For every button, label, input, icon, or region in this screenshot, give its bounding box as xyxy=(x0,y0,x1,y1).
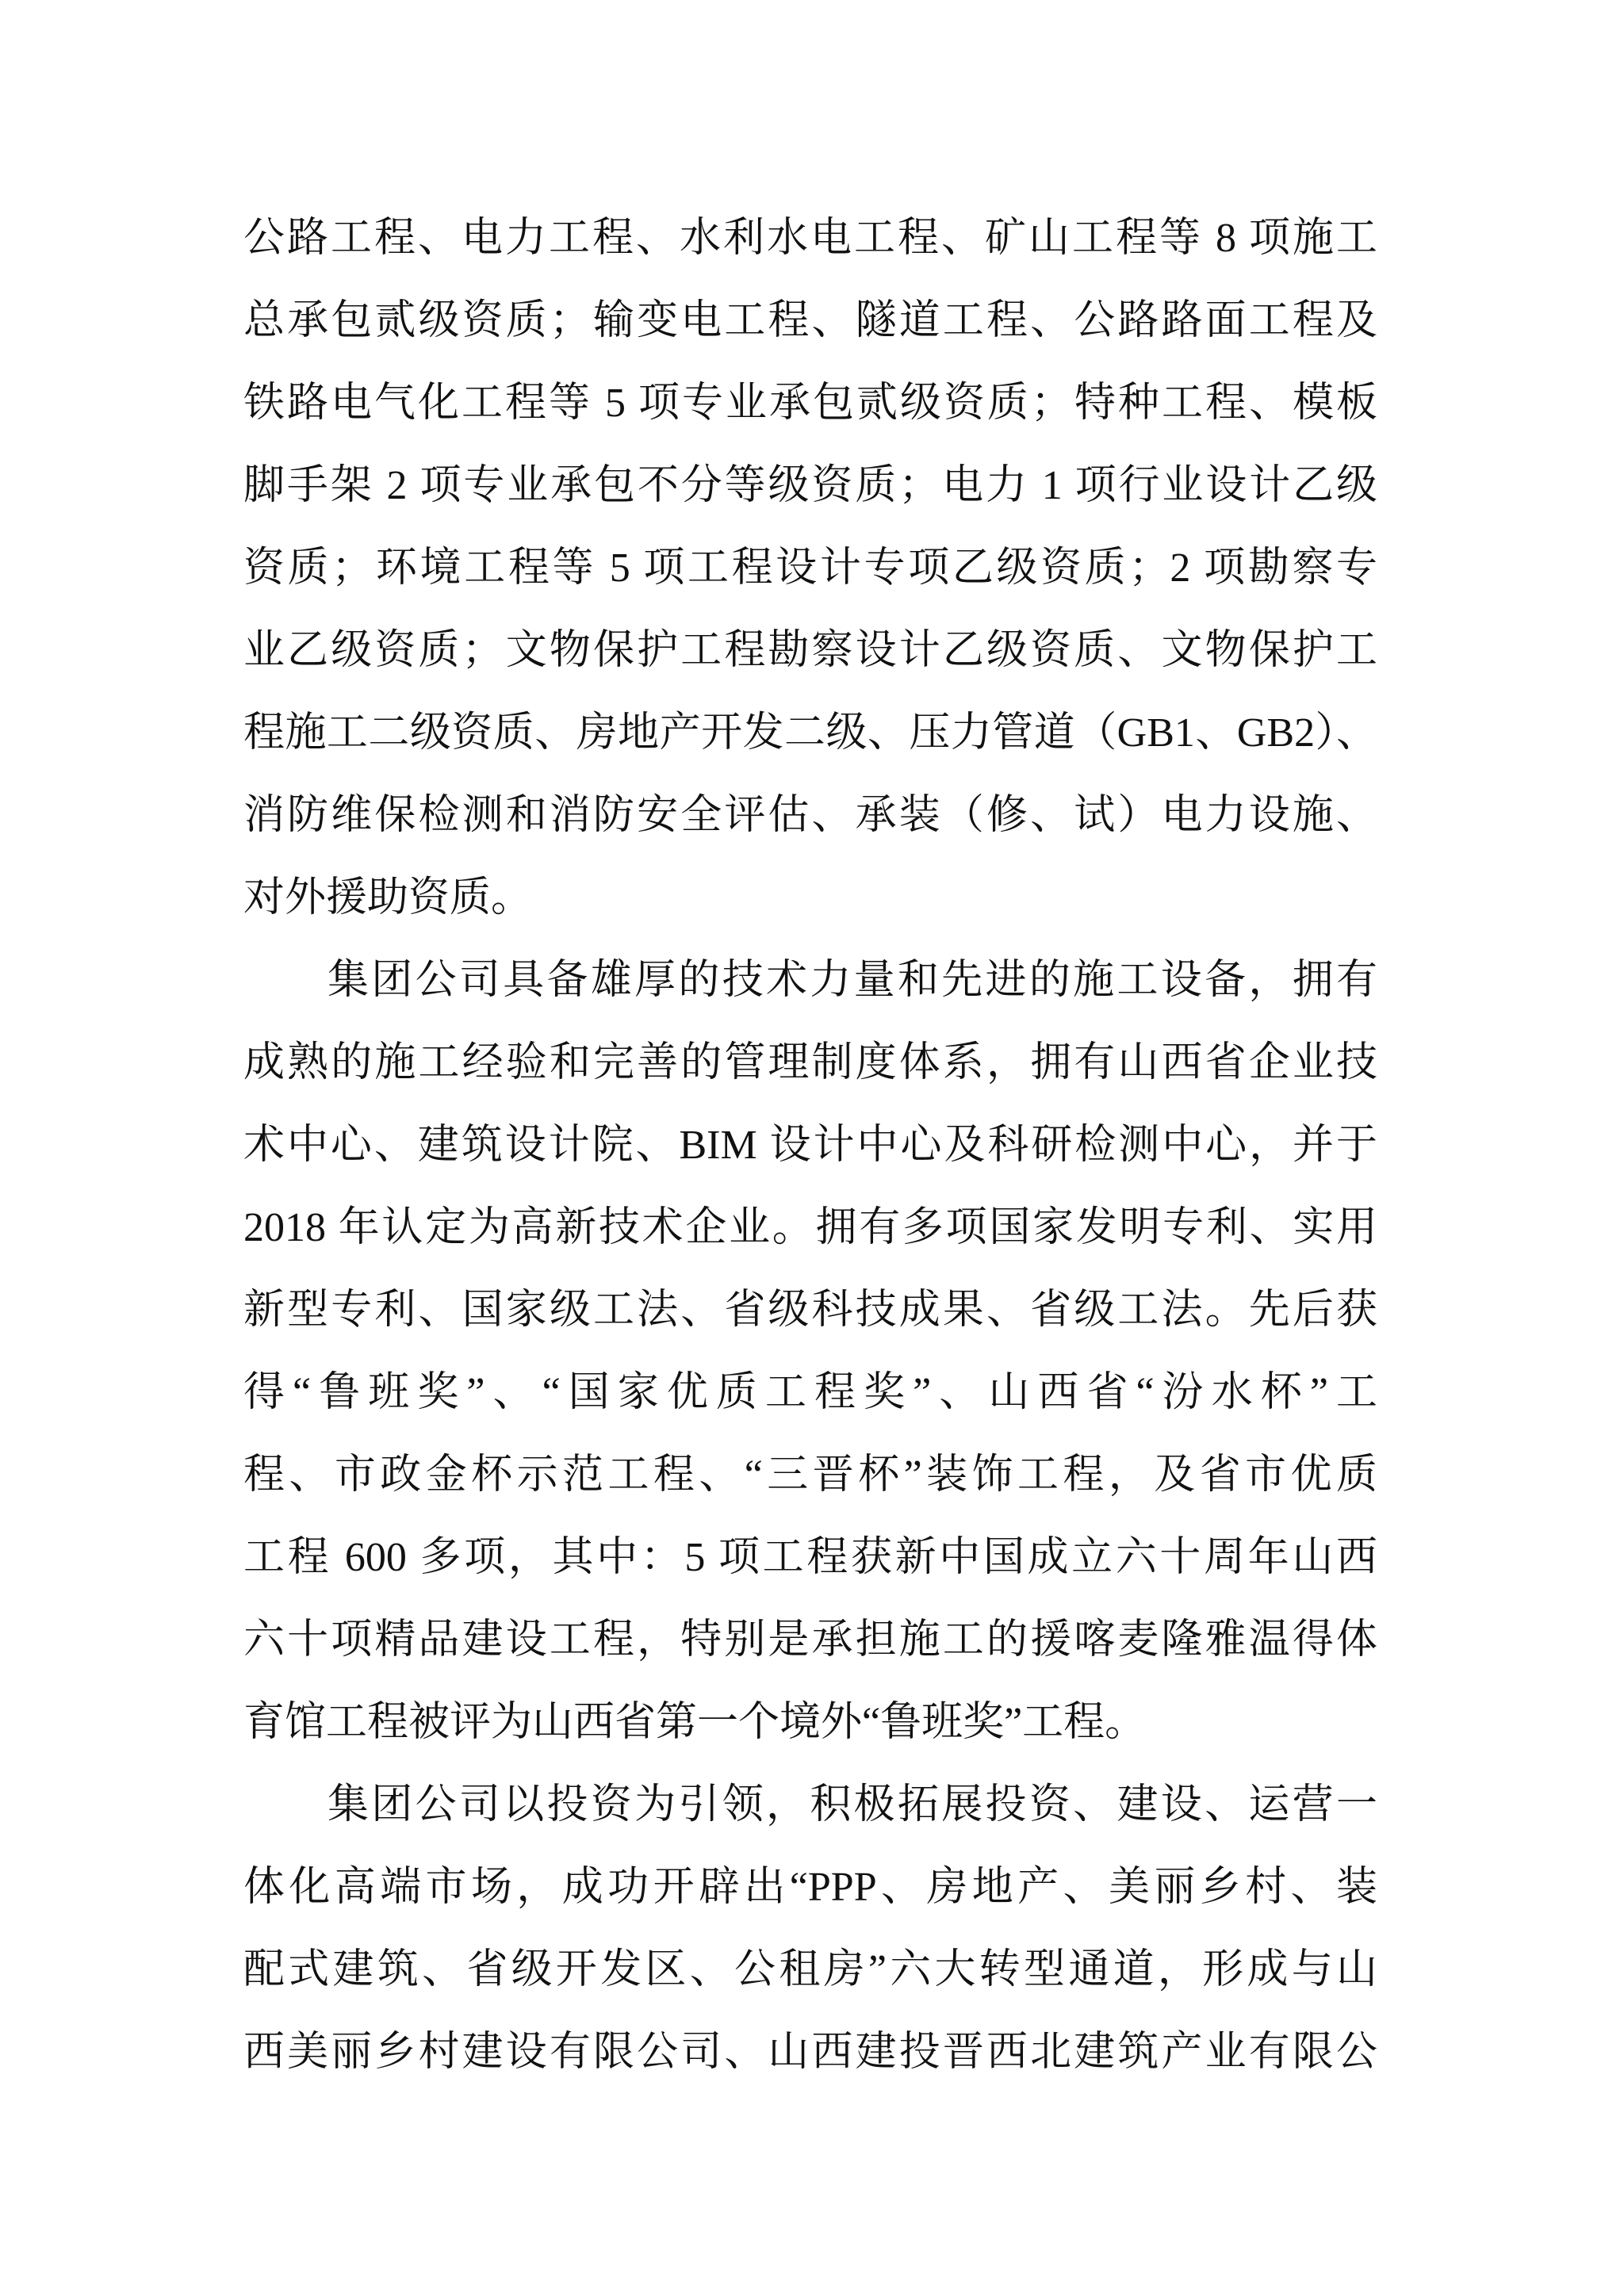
text-line: 2018 年认定为高新技术企业。拥有多项国家发明专利、实用 xyxy=(243,1205,1377,1250)
text-line: 业乙级资质；文物保护工程勘察设计乙级资质、文物保护工 xyxy=(243,628,1377,673)
text-line: 体化高端市场，成功开辟出“PPP、房地产、美丽乡村、装 xyxy=(243,1865,1377,1910)
text-line: 铁路电气化工程等 5 项专业承包贰级资质；特种工程、模板 xyxy=(243,381,1377,426)
text-line: 得“鲁班奖”、“国家优质工程奖”、山西省“汾水杯”工 xyxy=(243,1370,1377,1415)
text-line: 术中心、建筑设计院、BIM 设计中心及科研检测中心，并于 xyxy=(243,1123,1377,1168)
text-line: 总承包贰级资质；输变电工程、隧道工程、公路路面工程及 xyxy=(243,298,1377,343)
text-line: 程、市政金杯示范工程、“三晋杯”装饰工程，及省市优质 xyxy=(243,1452,1377,1498)
text-line: 程施工二级资质、房地产开发二级、压力管道（GB1、GB2）、 xyxy=(243,710,1377,756)
text-line: 对外援助资质。 xyxy=(243,875,533,920)
text-line: 工程 600 多项，其中：5 项工程获新中国成立六十周年山西 xyxy=(243,1535,1377,1580)
text-line: 成熟的施工经验和完善的管理制度体系，拥有山西省企业技 xyxy=(243,1040,1377,1085)
text-block xyxy=(243,197,1377,2094)
text-line: 消防维保检测和消防安全评估、承装（修、试）电力设施、 xyxy=(243,793,1377,838)
text-line: 集团公司具备雄厚的技术力量和先进的施工设备，拥有 xyxy=(327,958,1377,1003)
text-line: 西美丽乡村建设有限公司、山西建投晋西北建筑产业有限公 xyxy=(243,2030,1377,2075)
text-line: 公路工程、电力工程、水利水电工程、矿山工程等 8 项施工 xyxy=(243,216,1377,261)
text-line: 配式建筑、省级开发区、公租房”六大转型通道，形成与山 xyxy=(243,1947,1377,1992)
text-line: 资质；环境工程等 5 项工程设计专项乙级资质；2 项勘察专 xyxy=(243,545,1377,591)
text-line: 脚手架 2 项专业承包不分等级资质；电力 1 项行业设计乙级 xyxy=(243,463,1377,508)
text-line: 新型专利、国家级工法、省级科技成果、省级工法。先后获 xyxy=(243,1288,1377,1333)
text-line: 育馆工程被评为山西省第一个境外“鲁班奖”工程。 xyxy=(243,1700,1147,1745)
text-line: 六十项精品建设工程，特别是承担施工的援喀麦隆雅温得体 xyxy=(243,1617,1377,1663)
text-line: 集团公司以投资为引领，积极拓展投资、建设、运营一 xyxy=(327,1782,1377,1827)
